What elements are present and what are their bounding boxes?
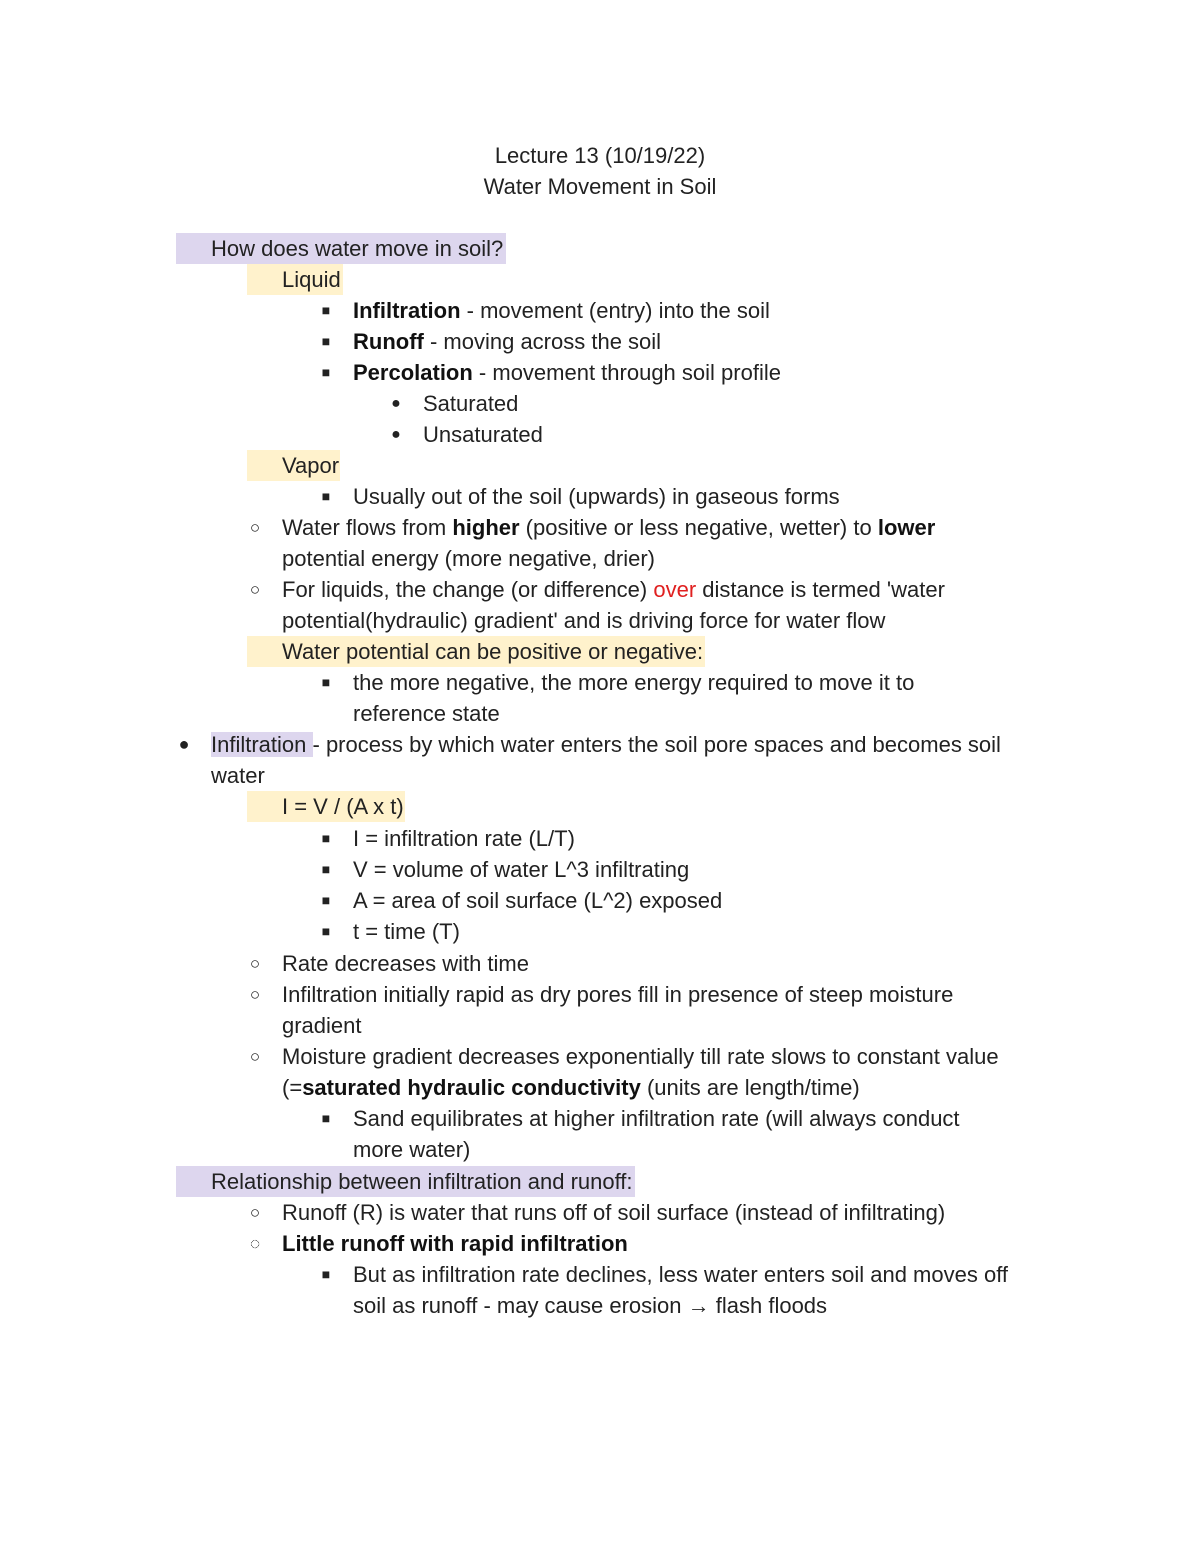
formula-variable-i: I = infiltration rate (L/T): [353, 826, 575, 851]
text: (positive or less negative, wetter) to: [519, 515, 878, 540]
dotted-circle-bullet-icon: ◌: [249, 1234, 261, 1253]
definition: - process by which water enters the soil pore spaces and becomes soil: [312, 732, 1001, 757]
disc-bullet-icon: ●: [178, 734, 190, 754]
disc-bullet-icon: ●: [391, 395, 401, 412]
saturated-item: Saturated: [423, 391, 519, 416]
water-potential-heading: Water potential can be positive or negative:: [247, 636, 705, 667]
unsaturated-item: Unsaturated: [423, 422, 543, 447]
square-bullet-icon: ■: [321, 830, 331, 846]
infiltration-term: Infiltration: [211, 732, 313, 757]
text: (units are length/time): [640, 1075, 860, 1100]
relationship-heading: Relationship between infiltration and runoff:: [176, 1166, 635, 1197]
liquids-gradient-continued: potential(hydraulic) gradient' and is driving force for water flow: [282, 608, 886, 633]
infiltration-definition: [211, 729, 1001, 760]
decline-item-continued: soil as runoff - may cause erosion → flash floods: [353, 1293, 828, 1318]
initial-rate-continued: gradient: [282, 1013, 362, 1038]
term: saturated hydraulic conductivity: [302, 1075, 641, 1100]
term: Percolation: [353, 360, 473, 385]
water-potential-note-continued: reference state: [353, 701, 500, 726]
initial-rate-item: Infiltration initially rapid as dry pores fill in presence of steep moisture: [282, 982, 954, 1007]
disc-bullet-icon: ●: [391, 426, 401, 443]
circle-bullet-icon: ○: [249, 954, 261, 973]
formula-variable-v: V = volume of water L^3 infiltrating: [353, 857, 690, 882]
vapor-definition: Usually out of the soil (upwards) in gaseous forms: [353, 484, 840, 509]
square-bullet-icon: ■: [321, 674, 331, 690]
text: (=: [282, 1075, 303, 1100]
definition: - movement through soil profile: [472, 360, 781, 385]
square-bullet-icon: ■: [321, 364, 331, 380]
definition: - moving across the soil: [423, 329, 662, 354]
little-runoff-item: [282, 1228, 628, 1259]
square-bullet-icon: ■: [321, 1266, 331, 1282]
infiltration-definition-continued: water: [211, 763, 265, 788]
square-bullet-icon: ■: [321, 302, 331, 318]
square-bullet-icon: ■: [321, 892, 331, 908]
term: Infiltration: [353, 298, 461, 323]
term: Runoff: [353, 329, 424, 354]
formula-variable-t: t = time (T): [353, 919, 460, 944]
moisture-gradient-continued: [282, 1072, 860, 1103]
term-higher: higher: [452, 515, 520, 540]
water-flow-item: [282, 512, 935, 543]
square-bullet-icon: ■: [321, 488, 331, 504]
definition: - movement (entry) into the soil: [460, 298, 770, 323]
square-bullet-icon: ■: [321, 861, 331, 877]
term-lower: lower: [877, 515, 936, 540]
square-bullet-icon: ■: [321, 1110, 331, 1126]
sand-item: Sand equilibrates at higher infiltration rate (will always conduct: [353, 1106, 960, 1131]
red-word: over: [653, 577, 697, 602]
circle-bullet-icon: ○: [249, 518, 261, 537]
square-bullet-icon: ■: [321, 923, 331, 939]
sand-item-continued: more water): [353, 1137, 471, 1162]
moisture-gradient-item: Moisture gradient decreases exponentially till rate slows to constant value: [282, 1044, 999, 1069]
formula-variable-a: A = area of soil surface (L^2) exposed: [353, 888, 723, 913]
liquid-heading: Liquid: [247, 264, 343, 295]
vapor-heading: Vapor: [247, 450, 340, 481]
term: Little runoff with rapid infiltration: [282, 1231, 628, 1256]
circle-bullet-icon: ○: [249, 580, 261, 599]
decline-item: But as infiltration rate declines, less water enters soil and moves off: [353, 1262, 1009, 1287]
question-heading: How does water move in soil?: [176, 233, 506, 264]
square-bullet-icon: ■: [321, 333, 331, 349]
document-subtitle: Water Movement in Soil: [483, 174, 717, 199]
runoff-definition: Runoff (R) is water that runs off of soil surface (instead of infiltrating): [282, 1200, 946, 1225]
text: For liquids, the change (or difference): [282, 577, 654, 602]
water-flow-continued: potential energy (more negative, drier): [282, 546, 655, 571]
runoff-item: [353, 326, 661, 357]
circle-bullet-icon: ○: [249, 1203, 261, 1222]
circle-bullet-icon: ○: [249, 985, 261, 1004]
rate-item: Rate decreases with time: [282, 951, 529, 976]
infiltration-item: [353, 295, 770, 326]
liquids-gradient-item: [282, 574, 945, 605]
infiltration-formula: I = V / (A x t): [247, 791, 405, 822]
percolation-item: [353, 357, 781, 388]
text: Water flows from: [282, 515, 453, 540]
circle-bullet-icon: ○: [249, 1047, 261, 1066]
text: distance is termed 'water: [696, 577, 945, 602]
document-title: Lecture 13 (10/19/22): [494, 143, 706, 168]
water-potential-note: the more negative, the more energy required to move it to: [353, 670, 915, 695]
